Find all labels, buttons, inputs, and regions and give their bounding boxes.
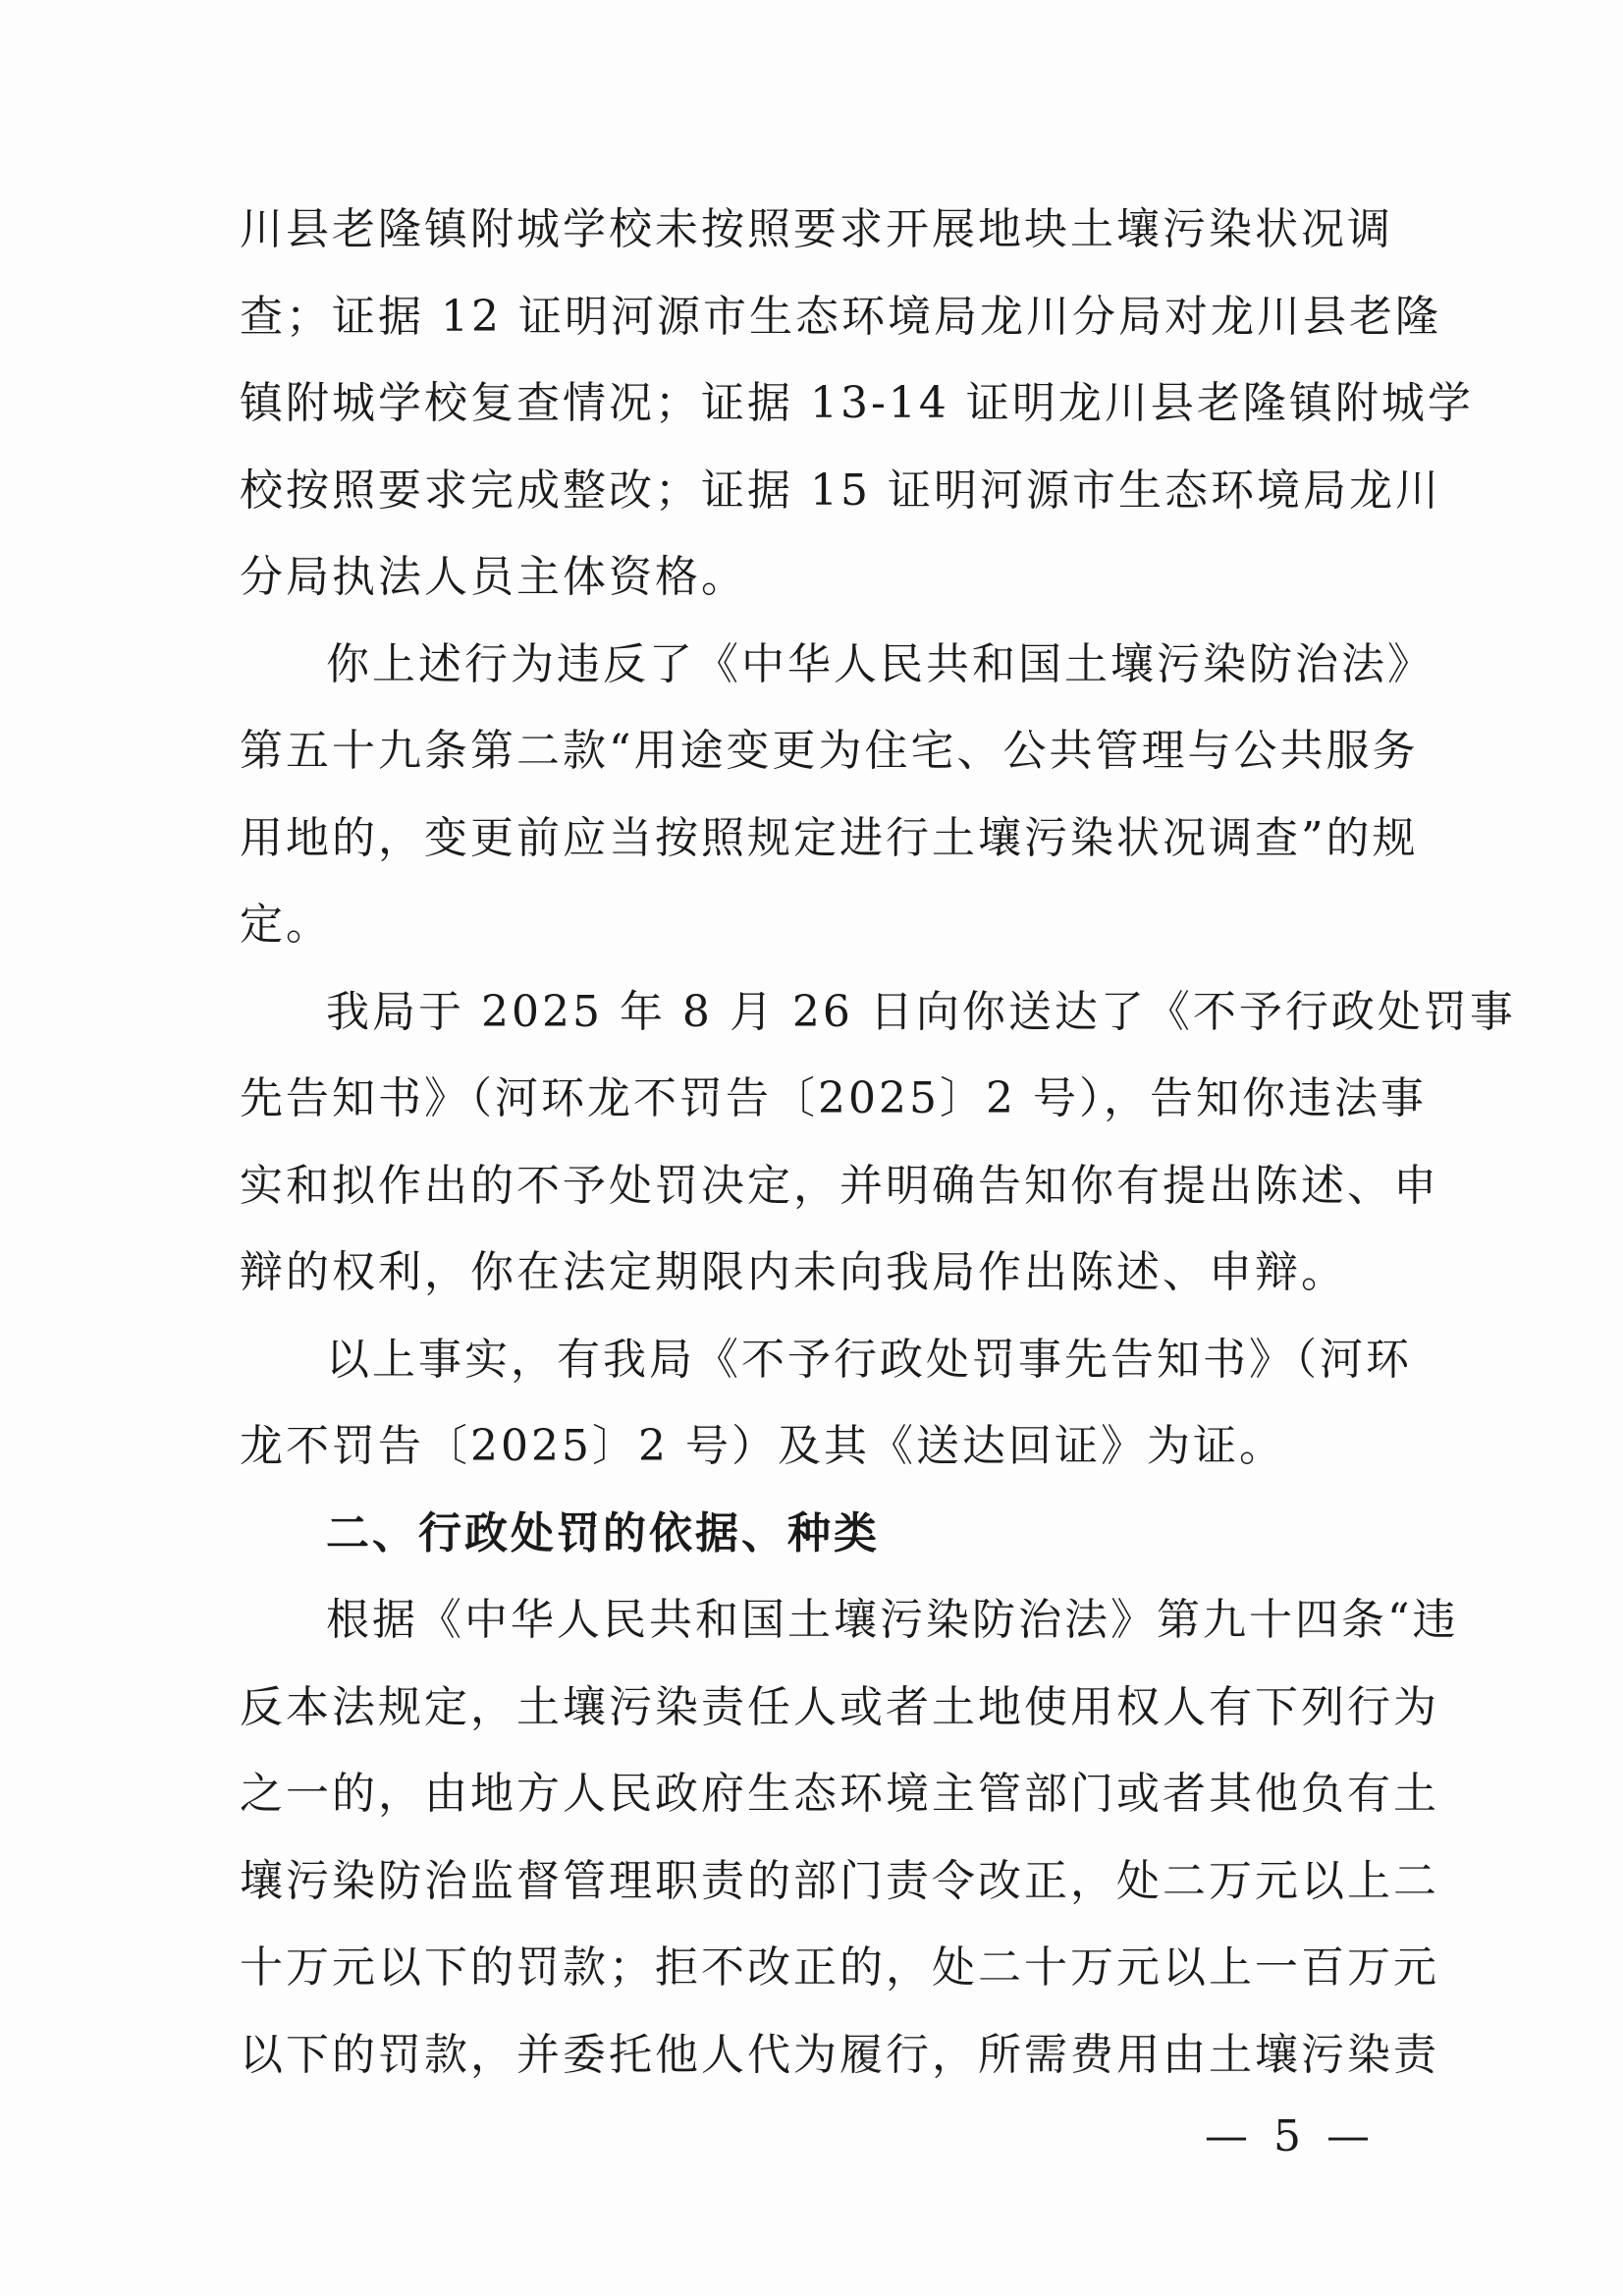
text-line: 以下的罚款，并委托他人代为履行，所需费用由土壤污染责 [240,2029,1439,2080]
text-line: 实和拟作出的不予处罚决定，并明确告知你有提出陈述、申 [240,1160,1439,1211]
text-line: 川县老隆镇附城学校未按照要求开展地块土壤污染状况调 [240,204,1393,254]
text-line: 定。 [240,900,332,950]
text-line: 辩的权利，你在法定期限内未向我局作出陈述、申辩。 [240,1247,1347,1297]
text-line: 反本法规定，土壤污染责任人或者土地使用权人有下列行为 [240,1681,1439,1732]
text-line: 镇附城学校复查情况；证据 13-14 证明龙川县老隆镇附城学 [240,378,1474,428]
text-line: 分局执法人员主体资格。 [240,552,747,602]
text-line: 以上事实，有我局《不予行政处罚事先告知书》（河环 [326,1334,1412,1385]
section-heading: 二、行政处罚的依据、种类 [326,1507,880,1558]
body-text [240,187,1516,2099]
text-line: 壤污染防治监督管理职责的部门责令改正，处二万元以上二 [240,1855,1439,1906]
text-line: 我局于 2025 年 8 月 26 日向你送达了《不予行政处罚事 [326,986,1516,1037]
text-line: 查；证据 12 证明河源市生态环境局龙川分局对龙川县老隆 [240,291,1441,342]
text-line: 之一的，由地方人民政府生态环境主管部门或者其他负有土 [240,1769,1439,1819]
text-line: 十万元以下的罚款；拒不改正的，处二十万元以上一百万元 [240,1942,1439,1993]
text-line: 第五十九条第二款“用途变更为住宅、公共管理与公共服务 [240,726,1419,776]
text-line: 根据《中华人民共和国土壤污染防治法》第九十四条“违 [326,1595,1459,1645]
text-line: 校按照要求完成整改；证据 15 证明河源市生态环境局龙川 [240,465,1441,516]
text-line: 用地的，变更前应当按照规定进行土壤污染状况调查”的规 [240,812,1419,863]
text-line: 先告知书》（河环龙不罚告〔2025〕2 号），告知你违法事 [240,1073,1427,1123]
page-number: — 5 — [1205,2111,1376,2161]
text-line: 你上述行为违反了《中华人民共和国土壤污染防治法》 [326,638,1434,689]
text-line: 龙不罚告〔2025〕2 号）及其《送达回证》为证。 [240,1421,1285,1471]
